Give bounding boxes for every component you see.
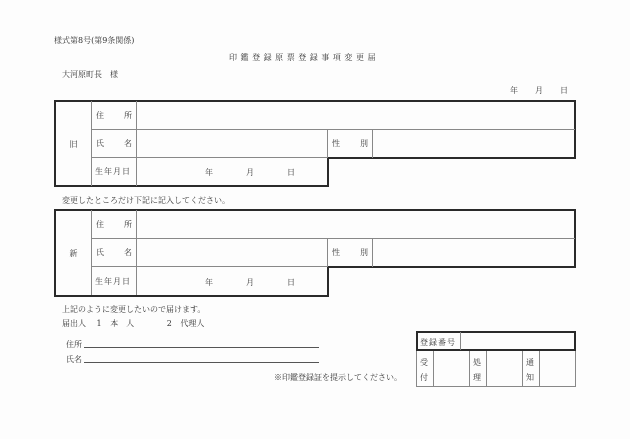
old-name-field[interactable] [137, 130, 327, 157]
new-dob-year: 年 [205, 278, 213, 287]
new-address-field[interactable] [137, 211, 574, 238]
applicant-type [62, 318, 204, 329]
new-address-label: 住 所 [96, 220, 132, 229]
addressee: 大河原町長 様 [62, 70, 118, 79]
old-name-label: 氏 名 [96, 139, 132, 148]
option-self[interactable]: 本 人 [110, 319, 135, 328]
applicant-address-field[interactable] [84, 347, 319, 348]
date-day: 日 [560, 86, 568, 95]
reg-number-field[interactable] [461, 333, 574, 349]
option-agent[interactable]: 代理人 [180, 319, 205, 328]
option-agent-number[interactable]: 2 [166, 319, 172, 328]
received-field[interactable] [434, 352, 469, 386]
new-name-label: 氏 名 [96, 248, 132, 257]
processed-label: 処 理 [473, 358, 481, 382]
applicant-name-field[interactable] [84, 362, 319, 363]
declaration-text: 上記のように変更したいので届けます。 [62, 305, 206, 314]
old-dob-field[interactable] [137, 158, 327, 185]
new-dob-label: 生年月日 [95, 276, 131, 286]
new-gender-label: 性 別 [332, 248, 368, 257]
new-dob-month: 月 [246, 278, 254, 287]
instruction-text: 変更したところだけ下記に記入してください。 [62, 196, 230, 205]
applicant-label: 届出人 [62, 319, 86, 328]
new-dob-day: 日 [287, 278, 295, 287]
applicant-name-label: 氏名 [66, 355, 82, 364]
applicant-address-label: 住所 [66, 340, 82, 349]
processed-field[interactable] [487, 352, 522, 386]
page-title: 印 鑑 登 録 原 票 登 録 事 項 変 更 届 [229, 53, 377, 62]
note-text: ※印鑑登録証を提示してください。 [274, 373, 402, 382]
date-year: 年 [510, 86, 518, 95]
old-dob-year: 年 [205, 168, 213, 177]
old-address-label: 住 所 [96, 111, 132, 120]
old-dob-day: 日 [287, 168, 295, 177]
new-gender-field[interactable] [373, 239, 574, 266]
notified-field[interactable] [540, 352, 575, 386]
old-address-field[interactable] [137, 102, 574, 129]
received-label: 受 付 [420, 358, 428, 382]
option-self-number[interactable]: 1 [96, 319, 102, 328]
new-name-field[interactable] [137, 239, 327, 266]
reg-number-label: 登録番号 [420, 338, 456, 347]
old-gender-field[interactable] [373, 130, 574, 157]
date-month: 月 [535, 86, 543, 95]
notified-label: 通 知 [526, 358, 534, 382]
old-dob-label: 生年月日 [95, 167, 131, 176]
new-section-label: 新 [69, 248, 78, 258]
old-section-label: 旧 [69, 139, 78, 149]
old-gender-label: 性 別 [332, 139, 368, 148]
new-dob-field[interactable] [137, 267, 327, 295]
old-dob-month: 月 [246, 168, 254, 177]
form-number: 様式第8号(第9条関係) [54, 36, 135, 45]
